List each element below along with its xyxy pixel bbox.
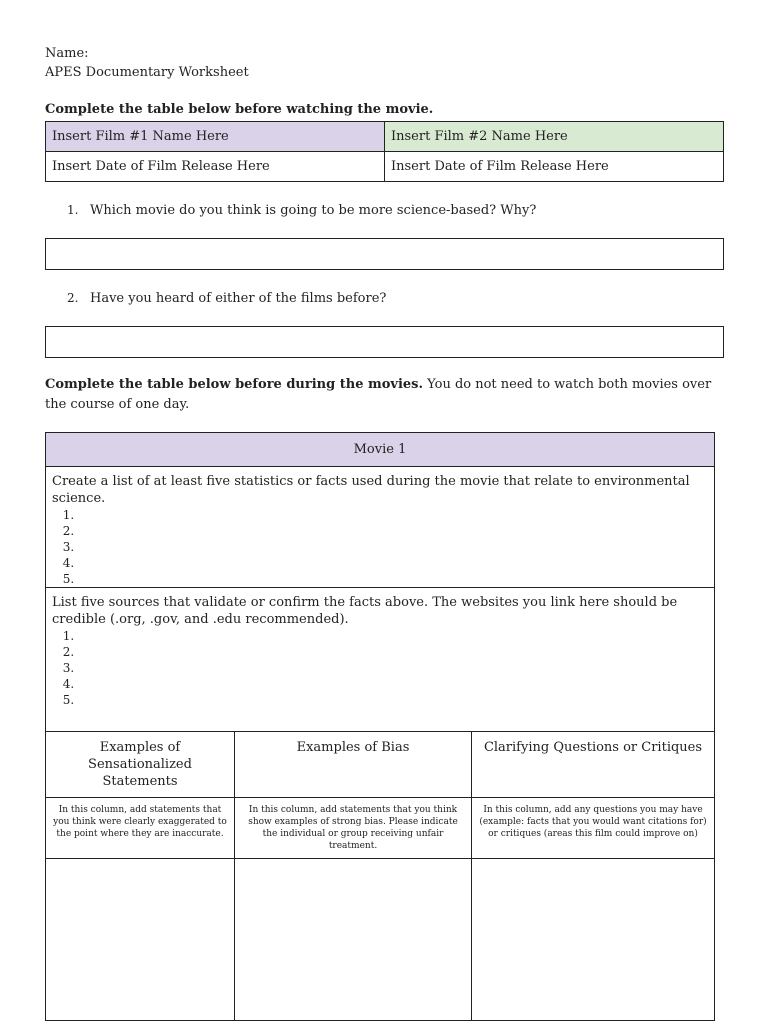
list-item[interactable] bbox=[78, 676, 708, 692]
list-item[interactable] bbox=[78, 571, 708, 587]
question-text: Which movie do you think is going to be more science-based? Why? bbox=[90, 203, 537, 218]
during-instruction-bold: Complete the table below before during the movies. bbox=[45, 377, 424, 392]
question-number: 2. bbox=[67, 291, 79, 305]
sources-prompt: List five sources that validate or confirm the facts above. The websites you link here should be credible (.org, .gov, and .edu recommended). bbox=[52, 595, 678, 627]
name-label: Name: bbox=[45, 46, 89, 61]
pre-movie-instruction: Complete the table below before watching the movie. bbox=[45, 102, 434, 117]
list-item[interactable] bbox=[78, 692, 708, 708]
during-movie-instruction bbox=[45, 375, 715, 415]
question-2 bbox=[67, 289, 386, 308]
question-text: Have you heard of either of the films before? bbox=[90, 291, 387, 306]
questions-answer-cell[interactable] bbox=[472, 859, 715, 1021]
facts-cell[interactable] bbox=[46, 467, 715, 588]
list-item[interactable] bbox=[78, 660, 708, 676]
question-number: 1. bbox=[67, 203, 79, 217]
answer-box-2[interactable] bbox=[45, 326, 724, 358]
film1-name-cell[interactable]: Insert Film #1 Name Here bbox=[46, 122, 385, 152]
sensationalized-heading: Examples of Sensationalized Statements bbox=[46, 732, 235, 798]
sources-cell[interactable] bbox=[46, 588, 715, 732]
film2-name-cell[interactable]: Insert Film #2 Name Here bbox=[385, 122, 724, 152]
worksheet-title: APES Documentary Worksheet bbox=[45, 65, 249, 80]
list-item[interactable] bbox=[78, 507, 708, 523]
during-instruction-rest: You do not need to watch both movies over the course of one day. bbox=[45, 377, 712, 412]
questions-description: In this column, add any questions you may have (example: facts that you would want citations for) or critiques (areas this film could improve on) bbox=[472, 798, 715, 859]
list-item[interactable] bbox=[78, 644, 708, 660]
list-item[interactable] bbox=[78, 523, 708, 539]
list-item[interactable] bbox=[78, 539, 708, 555]
movie-1-header: Movie 1 bbox=[46, 433, 715, 467]
movie-1-table bbox=[45, 432, 715, 1021]
bias-answer-cell[interactable] bbox=[235, 859, 472, 1021]
film2-date-cell[interactable]: Insert Date of Film Release Here bbox=[385, 152, 724, 182]
sensationalized-answer-cell[interactable] bbox=[46, 859, 235, 1021]
answer-box-1[interactable] bbox=[45, 238, 724, 270]
film1-date-cell[interactable]: Insert Date of Film Release Here bbox=[46, 152, 385, 182]
facts-prompt: Create a list of at least five statistics or facts used during the movie that relate to environmental science. bbox=[52, 474, 690, 506]
question-1 bbox=[67, 201, 536, 220]
bias-description: In this column, add statements that you think show examples of strong bias. Please indicate the individual or group receiving unfair treatment. bbox=[235, 798, 472, 859]
sources-list bbox=[52, 628, 708, 708]
film-info-table bbox=[45, 121, 724, 182]
list-item[interactable] bbox=[78, 555, 708, 571]
bias-heading: Examples of Bias bbox=[235, 732, 472, 798]
sensationalized-description: In this column, add statements that you think were clearly exaggerated to the point where they are inaccurate. bbox=[46, 798, 235, 859]
facts-list bbox=[52, 507, 708, 587]
questions-heading: Clarifying Questions or Critiques bbox=[472, 732, 715, 798]
list-item[interactable] bbox=[78, 628, 708, 644]
